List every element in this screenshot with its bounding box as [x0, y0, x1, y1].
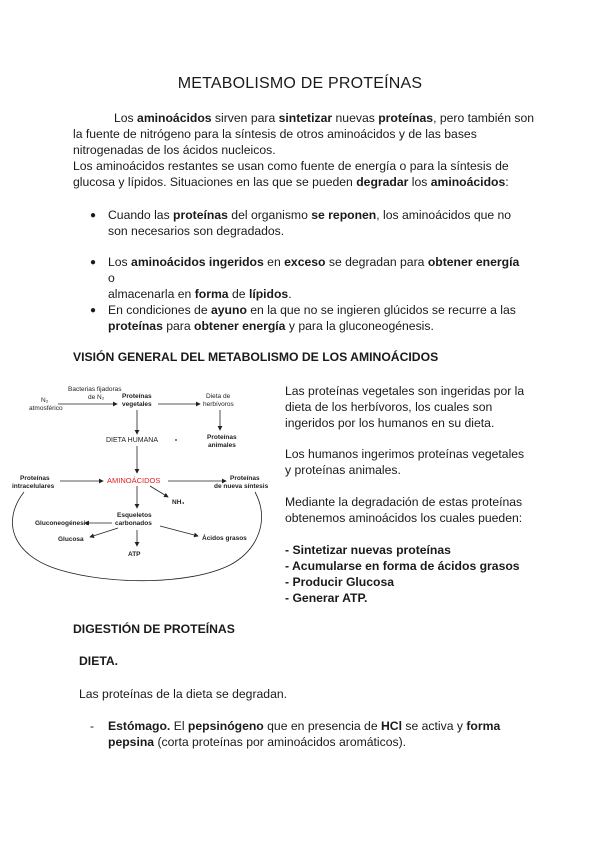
bullet-3: En condiciones de ayuno en la que no se ingieren glúcidos se recurre a las proteínas para obtener energía y para la gluconeogénesis.: [108, 303, 516, 333]
diagram-prot-veg-label: Proteínas: [122, 393, 152, 400]
diagram-dieta-humana-label: DIETA HUMANA: [106, 437, 158, 444]
dash-marker: -: [90, 719, 95, 733]
right-paragraph-1: Las proteínas vegetales son ingeridas por la dieta de los herbívoros, los cuales son ingeridos por los humanos en su dieta.: [285, 384, 525, 430]
right-paragraph-2: Los humanos ingerimos proteínas vegetales y proteínas animales.: [285, 447, 525, 477]
diagram-prot-anim-label: animales: [208, 442, 236, 449]
diagram-atp-label: ATP: [128, 551, 141, 558]
bullet-2: Los aminoácidos ingeridos en exceso se degradan para obtener energía o almacenarla en forma de lípidos.: [108, 255, 520, 301]
diagram-prot-anim-label: Proteínas: [207, 434, 237, 441]
page-title: METABOLISMO DE PROTEÍNAS: [177, 75, 423, 92]
list-item: - Generar ATP.: [285, 591, 368, 605]
diagram-de-n2-label: de N₂: [88, 394, 105, 401]
diagram-prot-intra-label: intracelulares: [12, 483, 55, 490]
bullet-icon: ●: [90, 257, 97, 268]
diagram-bacterias-label: Bacterias fijadoras: [68, 386, 122, 393]
list-item: - Acumularse en forma de ácidos grasos: [285, 559, 520, 573]
diagram-dieta-herb-label: Dieta de: [206, 393, 231, 400]
list-item: - Sintetizar nuevas proteínas: [285, 543, 451, 557]
bullet-1: Cuando las proteínas del organismo se reponen, los aminoácidos que no son necesarios son degradados.: [108, 208, 512, 238]
list-item: - Producir Glucosa: [285, 575, 395, 589]
diagram-acidos-grasos-label: Ácidos grasos: [202, 535, 247, 542]
diagram-esqueletos-label: carbonados: [115, 520, 152, 527]
diagram-esqueletos-label: Esqueletos: [117, 512, 152, 519]
diagram-atmosferico-label: atmosférico: [29, 405, 63, 412]
intro-line-5: glucosa y lípidos. Situaciones en las que se pueden degradar los aminoácidos:: [73, 175, 509, 189]
section-heading-overview: VISIÓN GENERAL DEL METABOLISMO DE LOS AMINOÁCIDOS: [73, 350, 439, 364]
diagram-prot-veg-label: vegetales: [122, 401, 152, 408]
diagram-prot-intra-label: Proteínas: [20, 475, 50, 482]
estomago-item: Estómago. El pepsinógeno que en presencia de HCl se activa y forma pepsina (corta proteínas por aminoácidos aromáticos).: [108, 719, 501, 749]
section-heading-digestion: DIGESTIÓN DE PROTEÍNAS: [73, 622, 235, 636]
diagram-n2-label: N₂: [41, 397, 49, 404]
diagram-glucosa-label: Glucosa: [58, 536, 84, 543]
capabilities-list: [285, 542, 525, 606]
right-paragraph-3: Mediante la degradación de estas proteínas obtenemos aminoácidos los cuales pueden:: [285, 495, 523, 525]
dieta-text: Las proteínas de la dieta se degradan.: [79, 687, 288, 701]
bullet-icon: ●: [90, 305, 97, 316]
diagram-prot-nueva-label: Proteínas: [230, 475, 260, 482]
intro-line-4: Los aminoácidos restantes se usan como fuente de energía o para la síntesis de: [73, 159, 509, 173]
metabolism-diagram: [0, 380, 285, 590]
intro-line-2: la fuente de nitrógeno para la síntesis de otros aminoácidos y de las bases: [73, 127, 477, 141]
diagram-dieta-herb-label: herbívoros: [203, 401, 234, 408]
bullet-icon: ●: [90, 210, 97, 221]
diagram-gluconeo-label: Gluconeogénesis: [35, 520, 90, 527]
subheading-dieta: DIETA.: [79, 654, 119, 668]
diagram-nh4-label: NH₄: [172, 499, 185, 506]
diagram-prot-nueva-label: de nueva síntesis: [214, 483, 269, 490]
diagram-aminoacidos-label: AMINOÁCIDOS: [107, 476, 161, 485]
intro-line-1: Los aminoácidos sirven para sintetizar nuevas proteínas, pero también son: [114, 111, 535, 125]
intro-line-3: nitrogenadas de los ácidos nucleicos.: [73, 143, 276, 157]
